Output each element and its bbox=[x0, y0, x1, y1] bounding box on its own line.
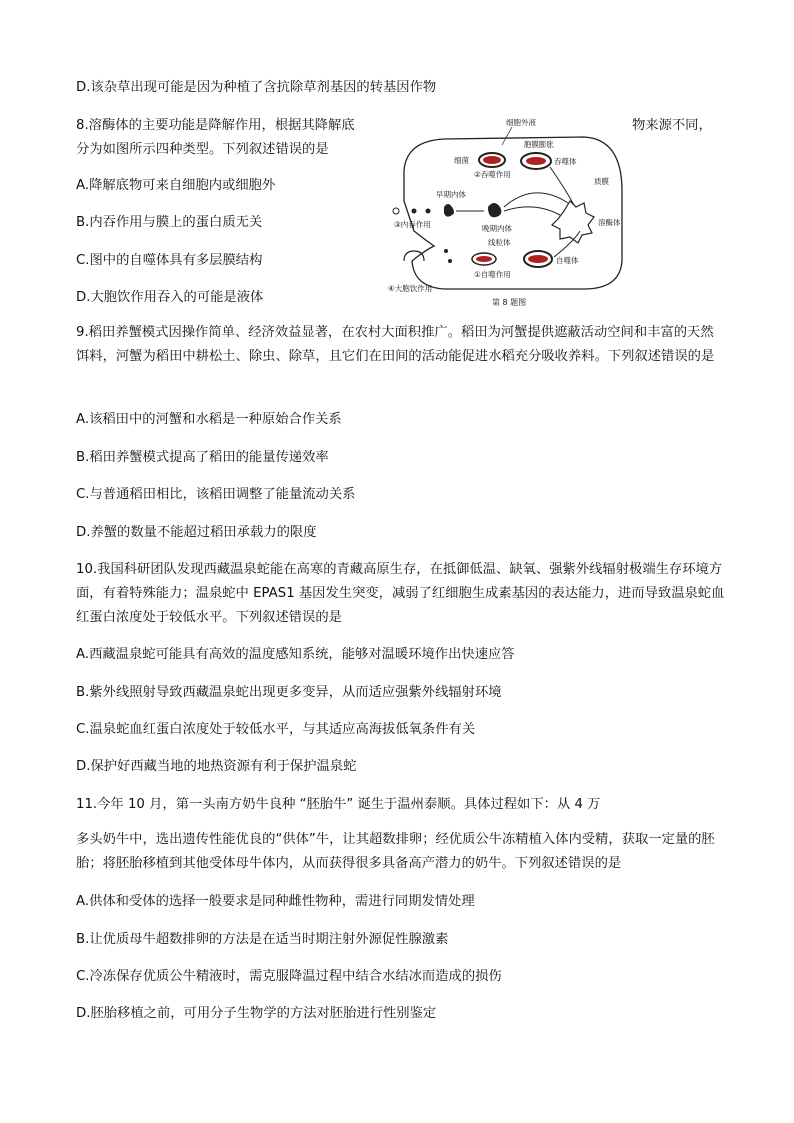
label-early-endosome: 早期内体 bbox=[436, 190, 466, 199]
label-endocytosis: ③内吞作用 bbox=[394, 220, 431, 229]
label-lysosome: 溶酶体 bbox=[598, 218, 621, 227]
label-autophagosome: 自噬体 bbox=[556, 256, 579, 265]
q8-option-a: A.降解底物可来自细胞内或细胞外 bbox=[76, 178, 276, 193]
label-phagosome: 吞噬体 bbox=[554, 157, 577, 166]
q9-option-b: B.稻田养蟹模式提高了稻田的能量传递效率 bbox=[76, 450, 329, 465]
late-endosome-icon bbox=[488, 203, 501, 217]
q11-stem-rest: 多头奶牛中，选出遗传性能优良的“供体”牛，让其超数排卵；经优质公牛冻精植入体内受精，获取一定量的胚胎；将胚胎移植到其他受体母牛体内，从而获得很多具备高产潜力的奶牛。下列叙述错误的是 bbox=[76, 832, 715, 871]
q9-option-c: C.与普通稻田相比，该稻田调整了能量流动关系 bbox=[76, 487, 356, 502]
q10-option-b: B.紫外线照射导致西藏温泉蛇出现更多变异，从而适应强紫外线辐射环境 bbox=[76, 685, 502, 700]
q10-option-d: D.保护好西藏当地的地热资源有利于保护温泉蛇 bbox=[76, 759, 357, 774]
q8-option-d: D.大胞饮作用吞入的可能是液体 bbox=[76, 290, 264, 305]
lysosome-diagram bbox=[384, 111, 628, 311]
q11-option-a: A.供体和受体的选择一般要求是同种雌性物种，需进行同期发情处理 bbox=[76, 894, 475, 909]
q11-stem-line1: 11.今年 10 月，第一头南方奶牛良种 “胚胎牛” 诞生于温州泰顺。具体过程如下：从 4 万 bbox=[76, 797, 601, 812]
label-cytoplasm: 质膜 bbox=[594, 177, 609, 186]
early-endosome-icon bbox=[444, 204, 454, 217]
q8-stem-part2: 物来源不同， bbox=[632, 118, 712, 133]
q10-option-a: A.西藏温泉蛇可能具有高效的温度感知系统，能够对温暖环境作出快速应答 bbox=[76, 647, 515, 662]
q10-option-c: C.温泉蛇血红蛋白浓度处于较低水平，与其适应高海拔低氧条件有关 bbox=[76, 722, 476, 737]
label-cell-outer: 细胞外液 bbox=[506, 118, 536, 127]
q8-stem-line2: 分为如图所示四种类型。下列叙述错误的是 bbox=[76, 142, 329, 157]
cell-membrane bbox=[404, 137, 622, 289]
q8-option-c: C.图中的自噬体具有多层膜结构 bbox=[76, 253, 263, 268]
label-mitochondria: 线粒体 bbox=[488, 238, 511, 247]
q8-stem-part1: 8.溶酶体的主要功能是降解作用，根据其降解底 bbox=[76, 118, 355, 133]
q8-option-b: B.内吞作用与膜上的蛋白质无关 bbox=[76, 215, 263, 230]
q11-option-b: B.让优质母牛超数排卵的方法是在适当时期注射外源促性腺激素 bbox=[76, 932, 449, 947]
label-macropinocytosis: ④大胞饮作用 bbox=[388, 284, 433, 293]
q7-option-d: D.该杂草出现可能是因为种植了含抗除草剂基因的转基因作物 bbox=[76, 80, 437, 95]
label-phagocytosis: ②吞噬作用 bbox=[474, 170, 511, 179]
q10-stem: 10.我国科研团队发现西藏温泉蛇能在高寒的青藏高原生存，在抵御低温、缺氧、强紫外线辐射极端生存环境方面，有着特殊能力；温泉蛇中 EPAS1 基因发生突变，减弱了红细胞生成素基因的表达能力，进而导致温泉蛇血红蛋白浓度处于较低水平。下列叙述错误的是 bbox=[76, 562, 725, 625]
label-late-endosome: 晚期内体 bbox=[482, 224, 512, 233]
q11-option-c: C.冷冻保存优质公牛精液时，需克服降温过程中结合水结冰而造成的损伤 bbox=[76, 969, 502, 984]
lysosome-icon bbox=[552, 201, 594, 243]
q11-option-d: D.胚胎移植之前，可用分子生物学的方法对胚胎进行性别鉴定 bbox=[76, 1006, 437, 1021]
q9-option-d: D.养蟹的数量不能超过稻田承载力的限度 bbox=[76, 525, 317, 540]
q9-stem: 9.稻田养蟹模式因操作简单、经济效益显著，在农村大面积推广。稻田为河蟹提供遮蔽活动空间和丰富的天然饵料，河蟹为稻田中耕松土、除虫、除草，且它们在田间的活动能促进水稻充分吸收养料。下列叙述错误的是 bbox=[76, 325, 715, 364]
label-bacteria: 细菌 bbox=[454, 156, 469, 165]
q9-option-a: A.该稻田中的河蟹和水稻是一种原始合作关系 bbox=[76, 412, 342, 427]
figure-caption: 第 8 题图 bbox=[492, 298, 527, 307]
label-membrane-pouch: 胞膜膨胀 bbox=[524, 140, 554, 149]
label-autophagy: ①自噬作用 bbox=[474, 270, 511, 279]
lysosome-pathways-figure bbox=[384, 111, 628, 311]
